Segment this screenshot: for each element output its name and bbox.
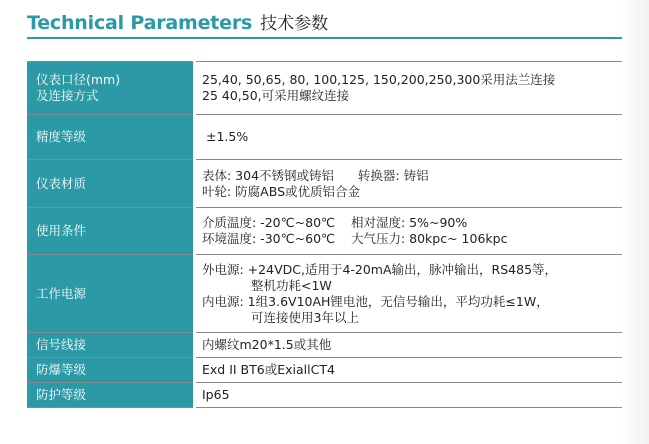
label-accuracy [27,115,195,160]
title-english: Technical Parameters [27,12,253,34]
value-conditions [195,208,623,255]
title-chinese: 技术参数 [260,14,329,34]
value-line: 内电源: 1组3.6V10AH锂电池，无信号输出，平均功耗≤1W， [202,293,549,309]
value-line: 介质温度: -20℃~80℃ 相对湿度: 5%~90% [202,215,468,230]
label-line: 仪表材质 [36,175,87,191]
value-line: 环境温度: -30℃~60℃ 大气压力: 80kpc~ 106kpc [202,231,508,246]
label-line: 信号线接 [36,337,87,352]
value-line: 25,40, 50,65, 80, 100,125, 150,200,250,300采用法兰连接 [202,72,556,87]
parameters-table [27,61,622,408]
label-line: 仪表口径(mm) [36,72,121,87]
label-material [27,160,195,208]
value-line: Ip65 [202,387,230,402]
label-power [27,255,195,333]
section-header [27,9,328,34]
label-signal-wiring [27,333,195,358]
label-size-connection [27,62,195,115]
value-protection [195,383,623,408]
label-protection [27,383,195,408]
title-underline [27,37,622,39]
value-line: 整机功耗<1W [251,277,332,293]
label-line: 及连接方式 [36,88,99,103]
label-explosion-proof [27,358,195,383]
value-line: 25 40,50,可采用螺纹连接 [202,88,350,103]
row-accuracy [27,115,622,160]
row-explosion-proof [27,358,622,383]
label-line: 精度等级 [36,129,87,144]
value-line: 内螺纹m20*1.5或其他 [202,337,332,352]
row-protection [27,383,622,408]
value-line: 叶轮: 防腐ABS或优质铝合金 [202,183,361,199]
row-conditions [27,208,622,255]
value-line: ±1.5% [202,129,249,144]
value-explosion-proof [195,358,623,383]
row-signal-wiring [27,333,622,358]
value-line: 外电源: +24VDC,适用于4-20mA输出，脉冲输出，RS485等， [202,261,558,277]
value-line: 表体: 304不锈钢或铸铝 转换器: 铸铝 [202,167,429,183]
value-line: 可连接使用3年以上 [251,309,359,325]
right-edge-shade [619,0,649,444]
value-signal-wiring [195,333,623,358]
label-line: 防护等级 [36,387,87,402]
label-line: 使用条件 [36,223,87,238]
value-line: Exd II BT6或ExiallCT4 [202,362,335,377]
row-size-connection [27,62,622,115]
label-conditions [27,208,195,255]
label-line: 工作电源 [36,285,87,301]
value-accuracy [195,115,623,160]
row-material [27,160,622,208]
value-size-connection [195,62,623,115]
value-power [195,255,623,333]
label-line: 防爆等级 [36,362,87,377]
value-material [195,160,623,208]
row-power [27,255,622,333]
